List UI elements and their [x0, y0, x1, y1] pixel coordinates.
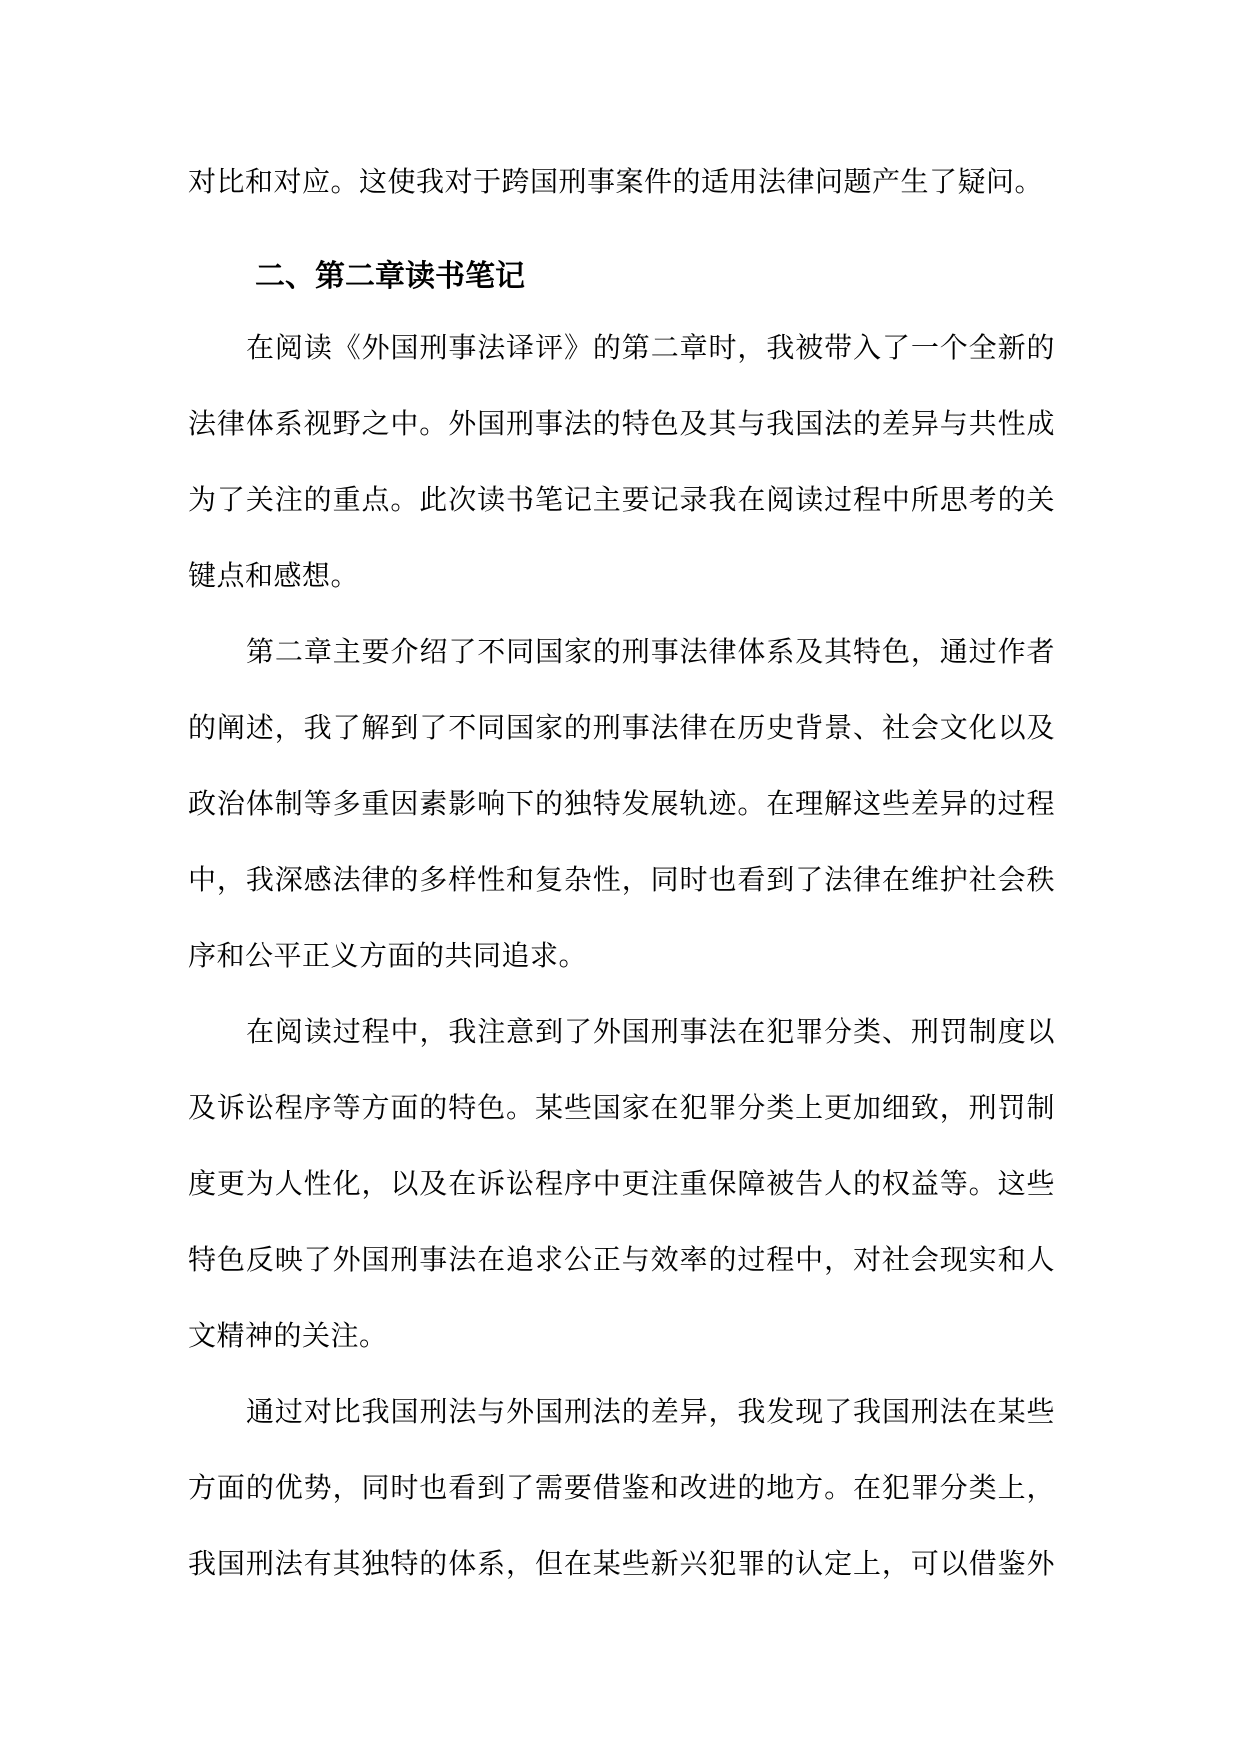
paragraph-line: 在阅读《外国刑事法译评》的第二章时，我被带入了一个全新的 — [246, 331, 1055, 364]
paragraph-line: 中，我深感法律的多样性和复杂性，同时也看到了法律在维护社会秩 — [188, 863, 1055, 896]
paragraph-line: 文精神的关注。 — [188, 1319, 388, 1352]
section-heading: 二、第二章读书笔记 — [255, 259, 525, 294]
opening-line: 对比和对应。这使我对于跨国刑事案件的适用法律问题产生了疑问。 — [188, 165, 1044, 198]
paragraph-line: 通过对比我国刑法与外国刑法的差异，我发现了我国刑法在某些 — [246, 1395, 1055, 1428]
paragraph-line: 的阐述，我了解到了不同国家的刑事法律在历史背景、社会文化以及 — [188, 711, 1055, 744]
paragraph-line: 在阅读过程中，我注意到了外国刑事法在犯罪分类、刑罚制度以 — [246, 1015, 1055, 1048]
paragraph-line: 为了关注的重点。此次读书笔记主要记录我在阅读过程中所思考的关 — [188, 483, 1055, 516]
document-body — [188, 143, 1055, 1602]
paragraph-line: 第二章主要介绍了不同国家的刑事法律体系及其特色，通过作者 — [246, 635, 1055, 668]
paragraph-line: 特色反映了外国刑事法在追求公正与效率的过程中，对社会现实和人 — [188, 1243, 1055, 1276]
paragraph-line: 度更为人性化，以及在诉讼程序中更注重保障被告人的权益等。这些 — [188, 1167, 1055, 1200]
paragraph-line: 序和公平正义方面的共同追求。 — [188, 939, 588, 972]
paragraph-1 — [188, 310, 1055, 614]
paragraph-line: 我国刑法有其独特的体系，但在某些新兴犯罪的认定上，可以借鉴外 — [188, 1547, 1055, 1580]
paragraph-line: 方面的优势，同时也看到了需要借鉴和改进的地方。在犯罪分类上， — [188, 1471, 1055, 1504]
paragraph-4 — [188, 1374, 1055, 1602]
paragraph-line: 政治体制等多重因素影响下的独特发展轨迹。在理解这些差异的过程 — [188, 787, 1055, 820]
paragraph-3 — [188, 994, 1055, 1374]
paragraph-line: 法律体系视野之中。外国刑事法的特色及其与我国法的差异与共性成 — [188, 407, 1055, 440]
paragraph-line: 键点和感想。 — [188, 559, 360, 592]
paragraph-line: 及诉讼程序等方面的特色。某些国家在犯罪分类上更加细致，刑罚制 — [188, 1091, 1055, 1124]
paragraph-2 — [188, 614, 1055, 994]
